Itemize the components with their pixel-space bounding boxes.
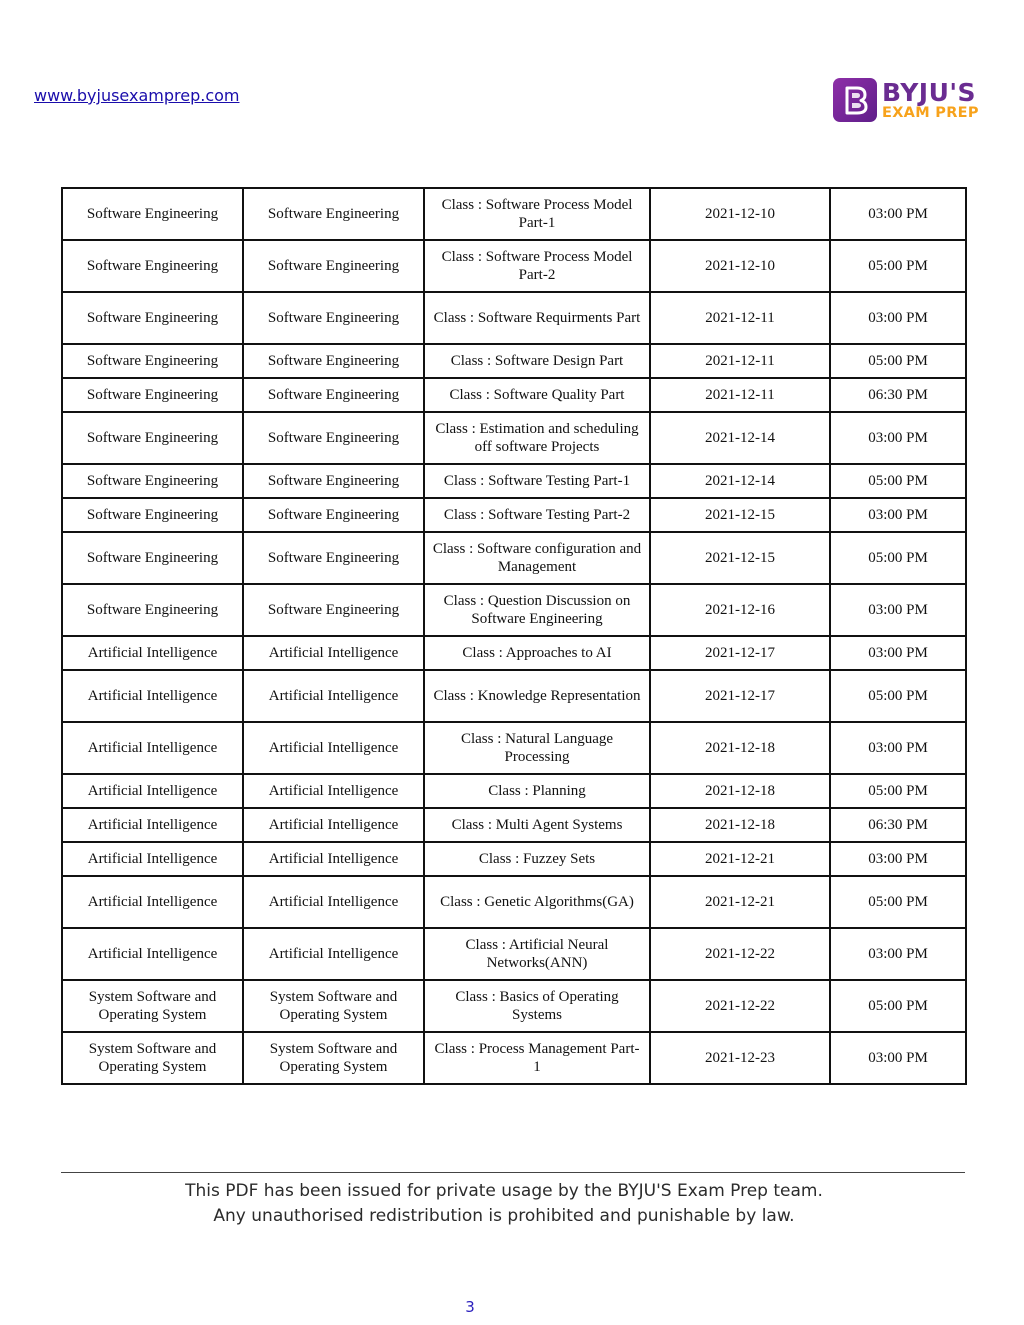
table-row <box>62 1032 966 1084</box>
subject-cell: System Software and Operating System <box>62 1032 243 1084</box>
topic-cell: Software Engineering <box>243 292 424 344</box>
topic-cell: Software Engineering <box>243 412 424 464</box>
topic-cell: Software Engineering <box>243 464 424 498</box>
topic-cell: Artificial Intelligence <box>243 670 424 722</box>
table-row <box>62 842 966 876</box>
time-cell: 03:00 PM <box>830 188 966 240</box>
time-cell: 03:00 PM <box>830 292 966 344</box>
subject-cell: Artificial Intelligence <box>62 670 243 722</box>
time-cell: 05:00 PM <box>830 532 966 584</box>
table-row <box>62 876 966 928</box>
date-cell: 2021-12-15 <box>650 532 830 584</box>
topic-cell: Artificial Intelligence <box>243 842 424 876</box>
table-row <box>62 722 966 774</box>
table-row <box>62 464 966 498</box>
class-title-cell: Class : Natural Language Processing <box>424 722 650 774</box>
subject-cell: Artificial Intelligence <box>62 842 243 876</box>
topic-cell: Artificial Intelligence <box>243 636 424 670</box>
topic-cell: Artificial Intelligence <box>243 774 424 808</box>
class-title-cell: Class : Question Discussion on Software Engineering <box>424 584 650 636</box>
class-title-cell: Class : Genetic Algorithms(GA) <box>424 876 650 928</box>
date-cell: 2021-12-17 <box>650 670 830 722</box>
topic-cell: Artificial Intelligence <box>243 722 424 774</box>
topic-cell: Artificial Intelligence <box>243 928 424 980</box>
time-cell: 03:00 PM <box>830 722 966 774</box>
time-cell: 03:00 PM <box>830 842 966 876</box>
class-title-cell: Class : Software Testing Part-1 <box>424 464 650 498</box>
time-cell: 03:00 PM <box>830 412 966 464</box>
table-row <box>62 670 966 722</box>
time-cell: 03:00 PM <box>830 636 966 670</box>
topic-cell: Software Engineering <box>243 240 424 292</box>
time-cell: 06:30 PM <box>830 378 966 412</box>
table-row <box>62 188 966 240</box>
notice-line-2: Any unauthorised redistribution is prohibited and punishable by law. <box>213 1206 795 1226</box>
date-cell: 2021-12-21 <box>650 876 830 928</box>
distribution-notice <box>0 1179 1011 1229</box>
subject-cell: Software Engineering <box>62 240 243 292</box>
topic-cell: Artificial Intelligence <box>243 808 424 842</box>
topic-cell: Software Engineering <box>243 378 424 412</box>
date-cell: 2021-12-11 <box>650 378 830 412</box>
site-link[interactable]: www.byjusexamprep.com <box>34 86 240 105</box>
date-cell: 2021-12-21 <box>650 842 830 876</box>
date-cell: 2021-12-22 <box>650 980 830 1032</box>
date-cell: 2021-12-18 <box>650 808 830 842</box>
subject-cell: Artificial Intelligence <box>62 808 243 842</box>
class-title-cell: Class : Software Process Model Part-1 <box>424 188 650 240</box>
class-title-cell: Class : Software Quality Part <box>424 378 650 412</box>
byjus-b-logo-icon <box>833 78 877 122</box>
table-row <box>62 498 966 532</box>
time-cell: 05:00 PM <box>830 670 966 722</box>
time-cell: 03:00 PM <box>830 584 966 636</box>
logo-tagline: EXAM PREP <box>882 104 979 121</box>
topic-cell: Software Engineering <box>243 498 424 532</box>
class-title-cell: Class : Approaches to AI <box>424 636 650 670</box>
topic-cell: Software Engineering <box>243 532 424 584</box>
date-cell: 2021-12-11 <box>650 344 830 378</box>
class-title-cell: Class : Planning <box>424 774 650 808</box>
class-title-cell: Class : Artificial Neural Networks(ANN) <box>424 928 650 980</box>
page-number: 3 <box>465 1298 475 1316</box>
subject-cell: Artificial Intelligence <box>62 722 243 774</box>
class-title-cell: Class : Software configuration and Management <box>424 532 650 584</box>
topic-cell: System Software and Operating System <box>243 1032 424 1084</box>
class-title-cell: Class : Knowledge Representation <box>424 670 650 722</box>
subject-cell: Artificial Intelligence <box>62 928 243 980</box>
time-cell: 05:00 PM <box>830 240 966 292</box>
date-cell: 2021-12-22 <box>650 928 830 980</box>
class-title-cell: Class : Process Management Part-1 <box>424 1032 650 1084</box>
byjus-exam-prep-logo <box>833 77 987 123</box>
subject-cell: Artificial Intelligence <box>62 876 243 928</box>
table-row <box>62 980 966 1032</box>
date-cell: 2021-12-10 <box>650 240 830 292</box>
subject-cell: System Software and Operating System <box>62 980 243 1032</box>
time-cell: 06:30 PM <box>830 808 966 842</box>
table-row <box>62 808 966 842</box>
subject-cell: Artificial Intelligence <box>62 774 243 808</box>
time-cell: 03:00 PM <box>830 1032 966 1084</box>
subject-cell: Software Engineering <box>62 344 243 378</box>
class-title-cell: Class : Software Design Part <box>424 344 650 378</box>
class-title-cell: Class : Software Process Model Part-2 <box>424 240 650 292</box>
time-cell: 03:00 PM <box>830 928 966 980</box>
date-cell: 2021-12-15 <box>650 498 830 532</box>
class-title-cell: Class : Estimation and scheduling off software Projects <box>424 412 650 464</box>
date-cell: 2021-12-18 <box>650 722 830 774</box>
date-cell: 2021-12-14 <box>650 464 830 498</box>
time-cell: 03:00 PM <box>830 498 966 532</box>
class-schedule-table <box>61 187 967 1085</box>
topic-cell: Artificial Intelligence <box>243 876 424 928</box>
date-cell: 2021-12-17 <box>650 636 830 670</box>
subject-cell: Software Engineering <box>62 464 243 498</box>
topic-cell: System Software and Operating System <box>243 980 424 1032</box>
subject-cell: Software Engineering <box>62 412 243 464</box>
time-cell: 05:00 PM <box>830 876 966 928</box>
class-title-cell: Class : Software Requirments Part <box>424 292 650 344</box>
time-cell: 05:00 PM <box>830 464 966 498</box>
table-row <box>62 344 966 378</box>
class-title-cell: Class : Software Testing Part-2 <box>424 498 650 532</box>
time-cell: 05:00 PM <box>830 344 966 378</box>
date-cell: 2021-12-23 <box>650 1032 830 1084</box>
table-row <box>62 378 966 412</box>
table-row <box>62 240 966 292</box>
date-cell: 2021-12-18 <box>650 774 830 808</box>
date-cell: 2021-12-11 <box>650 292 830 344</box>
table-row <box>62 532 966 584</box>
table-row <box>62 774 966 808</box>
time-cell: 05:00 PM <box>830 980 966 1032</box>
subject-cell: Software Engineering <box>62 292 243 344</box>
table-row <box>62 636 966 670</box>
table-row <box>62 928 966 980</box>
date-cell: 2021-12-16 <box>650 584 830 636</box>
subject-cell: Artificial Intelligence <box>62 636 243 670</box>
subject-cell: Software Engineering <box>62 188 243 240</box>
subject-cell: Software Engineering <box>62 532 243 584</box>
topic-cell: Software Engineering <box>243 344 424 378</box>
table-row <box>62 412 966 464</box>
notice-line-1: This PDF has been issued for private usage by the BYJU'S Exam Prep team. <box>185 1181 823 1201</box>
schedule-body <box>62 188 966 1084</box>
class-title-cell: Class : Fuzzey Sets <box>424 842 650 876</box>
class-title-cell: Class : Basics of Operating Systems <box>424 980 650 1032</box>
class-title-cell: Class : Multi Agent Systems <box>424 808 650 842</box>
subject-cell: Software Engineering <box>62 584 243 636</box>
topic-cell: Software Engineering <box>243 584 424 636</box>
footer-divider <box>61 1172 965 1173</box>
subject-cell: Software Engineering <box>62 378 243 412</box>
table-row <box>62 292 966 344</box>
logo-wordmark: BYJU'S <box>882 77 977 107</box>
table-row <box>62 584 966 636</box>
date-cell: 2021-12-10 <box>650 188 830 240</box>
time-cell: 05:00 PM <box>830 774 966 808</box>
subject-cell: Software Engineering <box>62 498 243 532</box>
topic-cell: Software Engineering <box>243 188 424 240</box>
date-cell: 2021-12-14 <box>650 412 830 464</box>
